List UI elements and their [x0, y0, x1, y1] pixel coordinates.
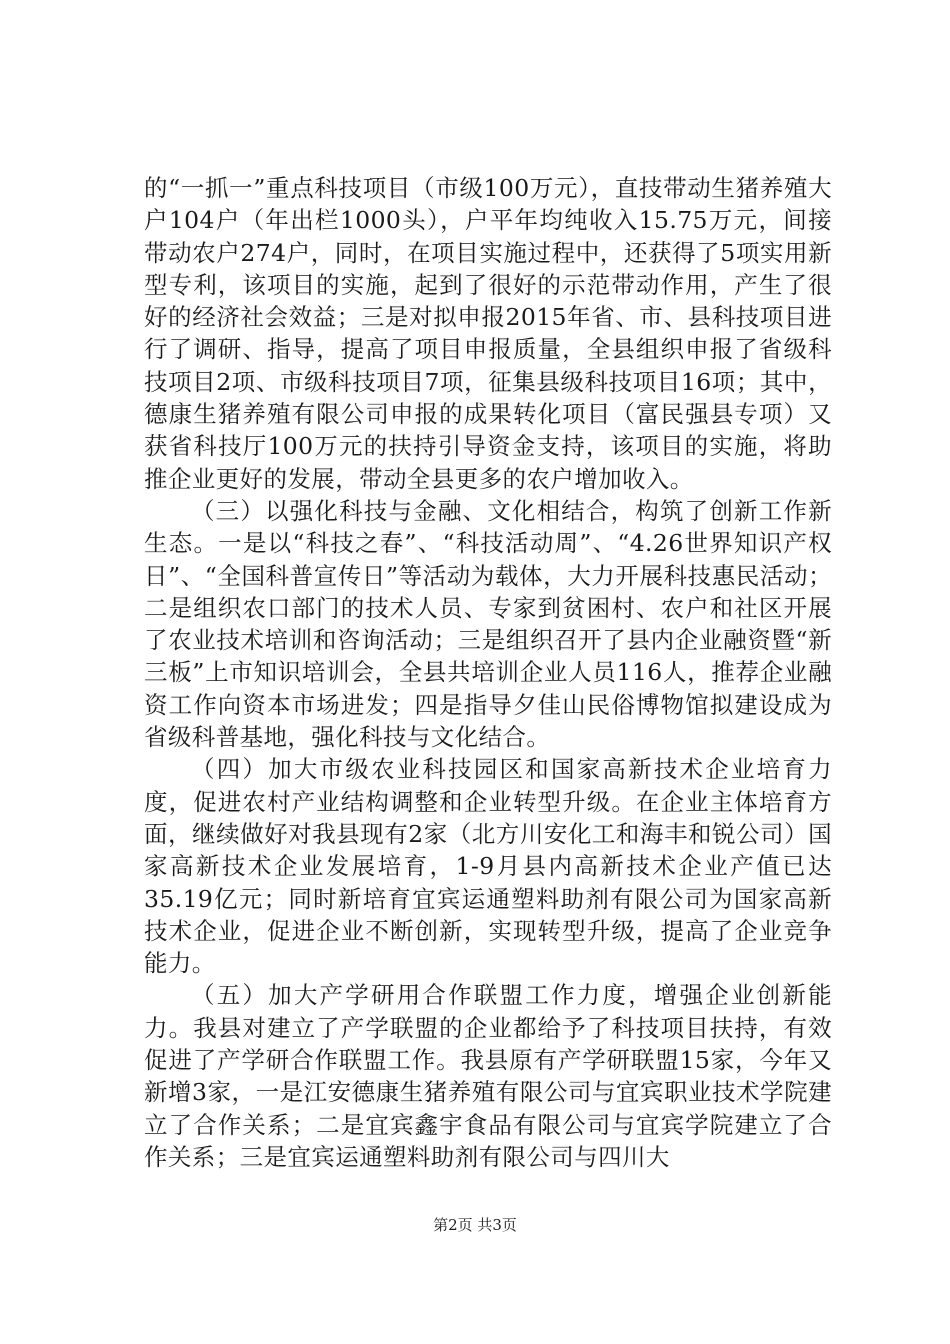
paragraph-section-4: （四）加大市级农业科技园区和国家高新技术企业培育力度，促进农村产业结构调整和企业转型升级。在企业主体培育方面，继续做好对我县现有2家（北方川安化工和海丰和锐公司）国家高新技术企业发展培育，1-9月县内高新技术企业产值已达35.19亿元；同时新培育宜宾运通塑料助剂有限公司为国家高新技术企业，促进企业不断创新，实现转型升级，提高了企业竞争能力。	[144, 755, 832, 978]
paragraph-continued: 的“一抓一”重点科技项目（市级100万元），直技带动生猪养殖大户104户（年出栏1000头），户平年均纯收入15.75万元，间接带动农户274户，同时，在项目实施过程中，还获得了5项实用新型专利，该项目的实施，起到了很好的示范带动作用，产生了很好的经济社会效益；三是对拟申报2015年省、市、县科技项目进行了调研、指导，提高了项目申报质量，全县组织申报了省级科技项目2项、市级科技项目7项，征集县级科技项目16项；其中，德康生猪养殖有限公司申报的成果转化项目（富民强县专项）又获省科技厅100万元的扶持引导资金支持，该项目的实施，将助推企业更好的发展，带动全县更多的农户增加收入。	[144, 174, 832, 493]
document-body	[144, 172, 832, 1173]
paragraph-section-3: （三）以强化科技与金融、文化相结合，构筑了创新工作新生态。一是以“科技之春”、“科技活动周”、“4.26世界知识产权日”、“全国科普宣传日”等活动为载体，大力开展科技惠民活动；二是组织农口部门的技术人员、专家到贫困村、农户和社区开展了农业技术培训和咨询活动；三是组织召开了县内企业融资暨“新三板”上市知识培训会，全县共培训企业人员116人，推荐企业融资工作向资本市场进发；四是指导夕佳山民俗博物馆拟建设成为省级科普基地，强化科技与文化结合。	[144, 496, 832, 752]
page-footer: 第2页 共3页	[433, 1216, 517, 1234]
paragraph-section-5: （五）加大产学研用合作联盟工作力度，增强企业创新能力。我县对建立了产学联盟的企业都给予了科技项目扶持，有效促进了产学研合作联盟工作。我县原有产学研联盟15家，今年又新增3家，一是江安德康生猪养殖有限公司与宜宾职业技术学院建立了合作关系；二是宜宾鑫宇食品有限公司与宜宾学院建立了合作关系；三是宜宾运通塑料助剂有限公司与四川大	[144, 981, 832, 1171]
